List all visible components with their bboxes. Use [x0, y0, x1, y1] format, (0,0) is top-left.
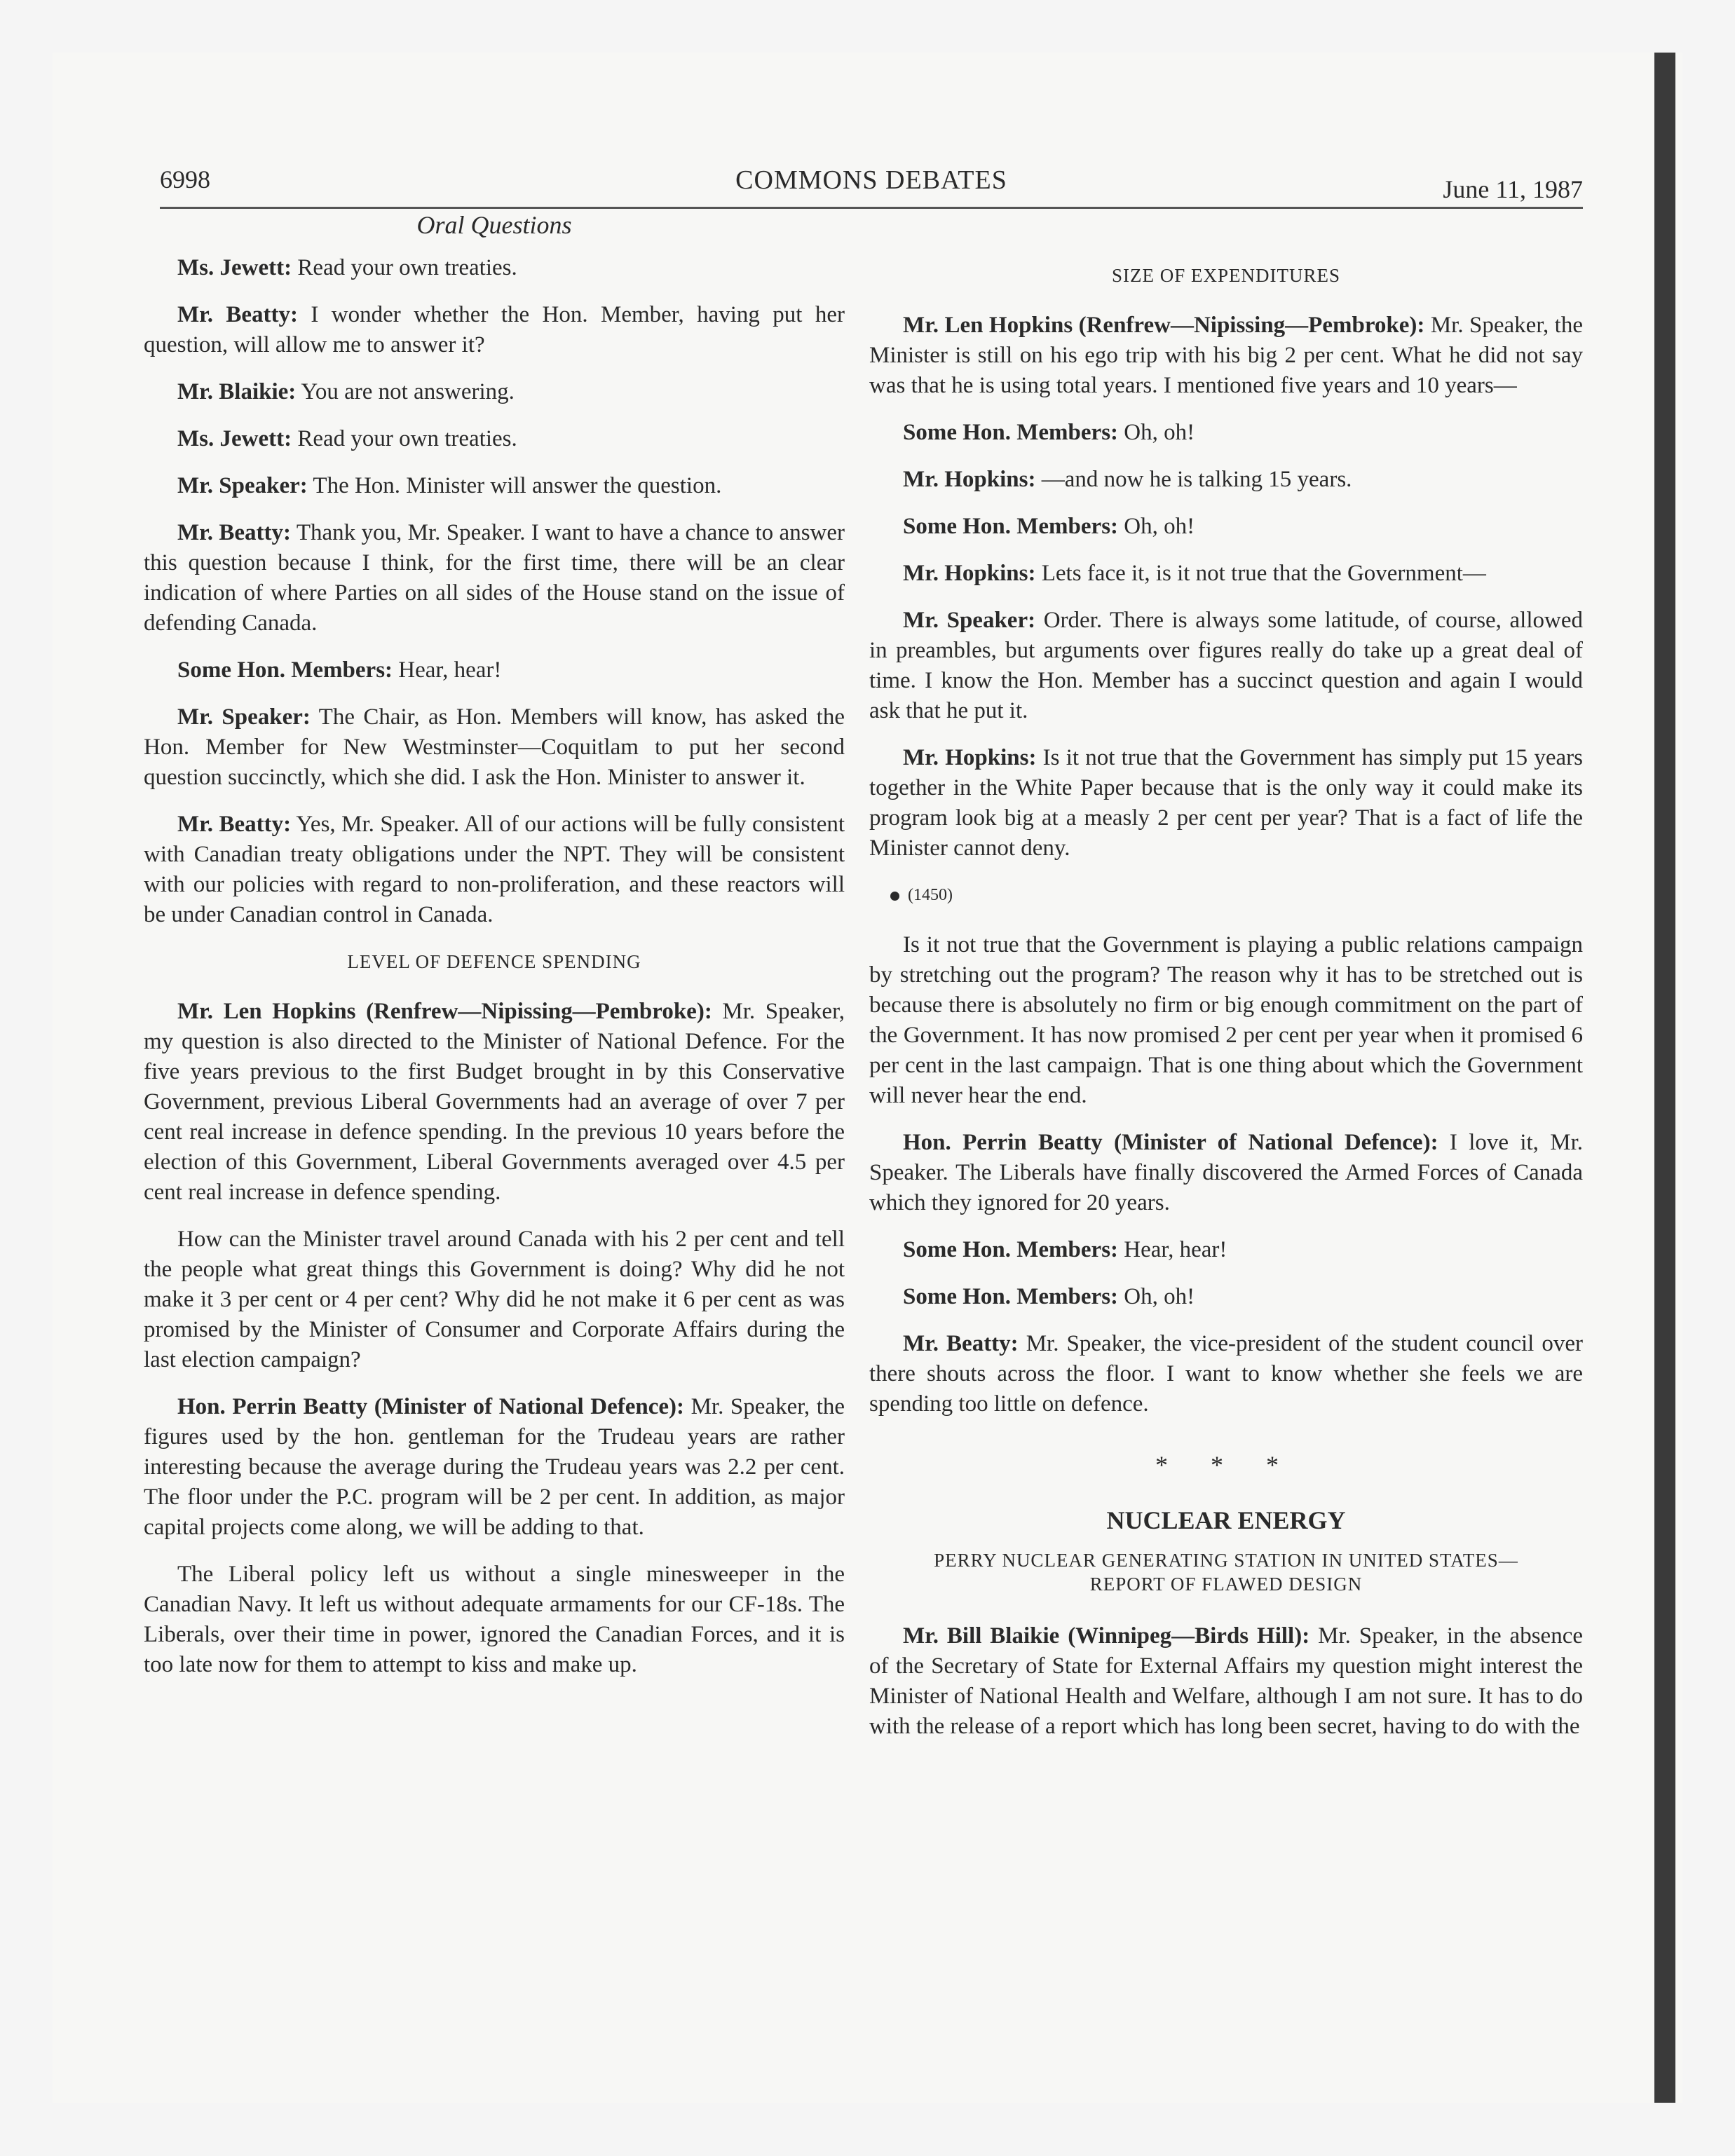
speaker-name: Mr. Speaker:	[903, 608, 1036, 633]
subheading: LEVEL OF DEFENCE SPENDING	[347, 951, 641, 972]
speech-text: Thank you, Mr. Speaker. I want to have a chance to answer this question because I think, for the first time, there will be an clear indication of where Parties on all sides of the House stand on the issue of defending Canada.	[144, 520, 845, 636]
subheading	[869, 1548, 1583, 1596]
speech-text: Oh, oh!	[1124, 514, 1195, 539]
speech-paragraph	[869, 1128, 1583, 1218]
speech-paragraph	[144, 702, 845, 793]
speech-paragraph	[144, 1392, 845, 1543]
speech-paragraph	[144, 253, 845, 283]
subheading: SIZE OF EXPENDITURES	[1111, 265, 1340, 286]
bullet-icon	[890, 892, 899, 901]
speech-text: Hear, hear!	[1124, 1237, 1227, 1262]
speech-text: Order. There is always some latitude, of course, allowed in preambles, but arguments over figures really do take up a great deal of time. I know the Hon. Member has a succinct question and again I would ask that he put it.	[869, 608, 1583, 723]
speaker-name: Mr. Beatty:	[903, 1331, 1019, 1356]
speech-text: The Chair, as Hon. Members will know, has asked the Hon. Member for New Westminster—Coquitlam to put her second question succinctly, which she did. I ask the Hon. Minister to answer it.	[144, 704, 845, 790]
speech-paragraph	[144, 377, 845, 407]
speaker-name: Hon. Perrin Beatty (Minister of National Defence):	[177, 1394, 685, 1419]
speaker-name: Mr. Speaker:	[177, 704, 311, 730]
speaker-name: Some Hon. Members:	[903, 420, 1119, 445]
speech-text: Mr. Speaker, the Minister is still on his ego trip with his big 2 per cent. What he did not say was that he is using total years. I mentioned five years and 10 years—	[869, 313, 1583, 398]
speech-text: I love it, Mr. Speaker. The Liberals have finally discovered the Armed Forces of Canada which they ignored for 20 years.	[869, 1130, 1584, 1215]
speech-text: The Liberal policy left us without a single minesweeper in the Canadian Navy. It left us without adequate armaments for our CF-18s. The Liberals, over their time in power, ignored the Canadian Forces, and it is too late now for them to attempt to kiss and make up.	[144, 1562, 845, 1677]
speech-text: How can the Minister travel around Canada with his 2 per cent and tell the people what great things this Government is doing? Why did he not make it 3 per cent or 4 per cent? Why did he not make it 6 per cent as was promised by the Minister of Consumer and Corporate Affairs during the last election campaign?	[144, 1227, 845, 1372]
speech-paragraph	[869, 743, 1583, 864]
speaker-name: Ms. Jewett:	[177, 255, 292, 280]
speaker-name: Mr. Blaikie:	[177, 379, 297, 404]
speech-text: Hear, hear!	[398, 657, 502, 683]
speech-text: Read your own treaties.	[297, 255, 517, 280]
speech-paragraph	[144, 655, 845, 685]
speech-text: I wonder whether the Hon. Member, having put her question, will allow me to answer it?	[144, 302, 845, 357]
speech-paragraph	[144, 300, 845, 360]
page-header	[160, 158, 1583, 209]
speaker-name: Mr. Bill Blaikie (Winnipeg—Birds Hill):	[903, 1623, 1310, 1649]
speech-text: Oh, oh!	[1124, 1284, 1195, 1309]
section-heading: NUCLEAR ENERGY	[1106, 1506, 1346, 1534]
speech-text: Mr. Speaker, the vice-president of the student council over there shouts across the floor. I want to know whether she feels we are spending too little on defence.	[869, 1331, 1584, 1417]
speaker-name: Mr. Beatty:	[177, 812, 292, 837]
speech-text: Is it not true that the Government has simply put 15 years together in the White Paper because that is the only way it could make its program look big at a measly 2 per cent per year? That is a fact of life the Minister cannot deny.	[869, 745, 1583, 861]
speaker-name: Some Hon. Members:	[177, 657, 393, 683]
speech-paragraph	[869, 512, 1583, 542]
page-number: 6998	[160, 165, 210, 193]
subheading-line: PERRY NUCLEAR GENERATING STATION IN UNITED STATES—	[934, 1550, 1518, 1571]
speech-text: Read your own treaties.	[297, 426, 517, 451]
speaker-name: Mr. Speaker:	[177, 473, 308, 498]
speech-text: The Hon. Minister will answer the question.	[313, 473, 722, 498]
speech-paragraph	[144, 471, 845, 501]
speech-paragraph	[869, 1621, 1583, 1742]
page-date: June 11, 1987	[1443, 175, 1583, 203]
speech-paragraph	[144, 997, 845, 1208]
speech-text: You are not answering.	[301, 379, 515, 404]
section-separator: * * *	[1155, 1451, 1297, 1479]
time-marker	[890, 880, 1583, 910]
speech-paragraph	[869, 465, 1583, 495]
speaker-name: Some Hon. Members:	[903, 514, 1119, 539]
speaker-name: Mr. Len Hopkins (Renfrew—Nipissing—Pembroke):	[903, 313, 1425, 338]
speech-text: Yes, Mr. Speaker. All of our actions will be fully consistent with Canadian treaty obligations under the NPT. They will be consistent with our policies with regard to non-proliferation, and these reactors will be under Canadian control in Canada.	[144, 812, 845, 927]
speaker-name: Hon. Perrin Beatty (Minister of National Defence):	[903, 1130, 1438, 1155]
speaker-name: Mr. Beatty:	[177, 302, 299, 327]
speech-paragraph	[144, 810, 845, 930]
right-column	[869, 210, 1583, 1759]
speaker-name: Ms. Jewett:	[177, 426, 292, 451]
speech-paragraph	[869, 930, 1583, 1111]
speaker-name: Some Hon. Members:	[903, 1284, 1119, 1309]
publication-title: COMMONS DEBATES	[735, 165, 1007, 195]
speech-paragraph	[869, 1282, 1583, 1312]
speech-text: Mr. Speaker, the figures used by the hon. gentleman for the Trudeau years are rather interesting because the average during the Trudeau years was 2.2 per cent. The floor under the P.C. program will be 2 per cent. In addition, as major capital projects come along, we will be adding to that.	[144, 1394, 845, 1540]
speech-text: Oh, oh!	[1124, 420, 1195, 445]
speaker-name: Mr. Hopkins:	[903, 745, 1037, 770]
scan-edge-shadow	[1654, 53, 1675, 2103]
speaker-name: Mr. Beatty:	[177, 520, 292, 545]
speech-paragraph	[869, 418, 1583, 448]
speaker-name: Mr. Hopkins:	[903, 467, 1036, 492]
speech-paragraph	[869, 559, 1583, 589]
speaker-name: Some Hon. Members:	[903, 1237, 1119, 1262]
speech-text: Is it not true that the Government is playing a public relations campaign by stretching out the program? The reason why it has to be stretched out is because there is absolutely no firm or big enough commitment on the part of the Government. It has now promised 2 per cent per year when it promised 6 per cent in the last campaign. That is one thing about which the Government will never hear the end.	[869, 932, 1583, 1108]
speech-paragraph	[144, 1224, 845, 1375]
speaker-name: Mr. Len Hopkins (Renfrew—Nipissing—Pembroke):	[177, 999, 712, 1024]
speech-paragraph	[869, 1329, 1583, 1419]
speech-paragraph	[869, 606, 1583, 726]
speech-text: Lets face it, is it not true that the Government—	[1041, 561, 1486, 586]
speaker-name: Mr. Hopkins:	[903, 561, 1036, 586]
speech-text: —and now he is talking 15 years.	[1041, 467, 1352, 492]
speech-text: Mr. Speaker, my question is also directed to the Minister of National Defence. For the five years previous to the first Budget brought in by this Conservative Government, previous Liberal Governments had an average of over 7 per cent real increase in defence spending. In the previous 10 years before the election of this Government, Liberal Governments averaged over 4.5 per cent real increase in defence spending.	[144, 999, 845, 1205]
speech-paragraph	[869, 311, 1583, 401]
speech-paragraph	[144, 518, 845, 639]
subheading-line: REPORT OF FLAWED DESIGN	[1089, 1574, 1363, 1595]
speech-text: Mr. Speaker, in the absence of the Secretary of State for External Affairs my question might interest the Minister of National Health and Welfare, although I am not sure. It has to do with the release of a report which has long been secret, having to do with the	[869, 1623, 1583, 1739]
speech-paragraph	[869, 1235, 1583, 1265]
left-column	[144, 210, 845, 1697]
speech-paragraph	[144, 424, 845, 454]
time-marker-text: (1450)	[908, 886, 953, 904]
speech-paragraph	[144, 1560, 845, 1680]
section-label: Oral Questions	[416, 211, 572, 239]
